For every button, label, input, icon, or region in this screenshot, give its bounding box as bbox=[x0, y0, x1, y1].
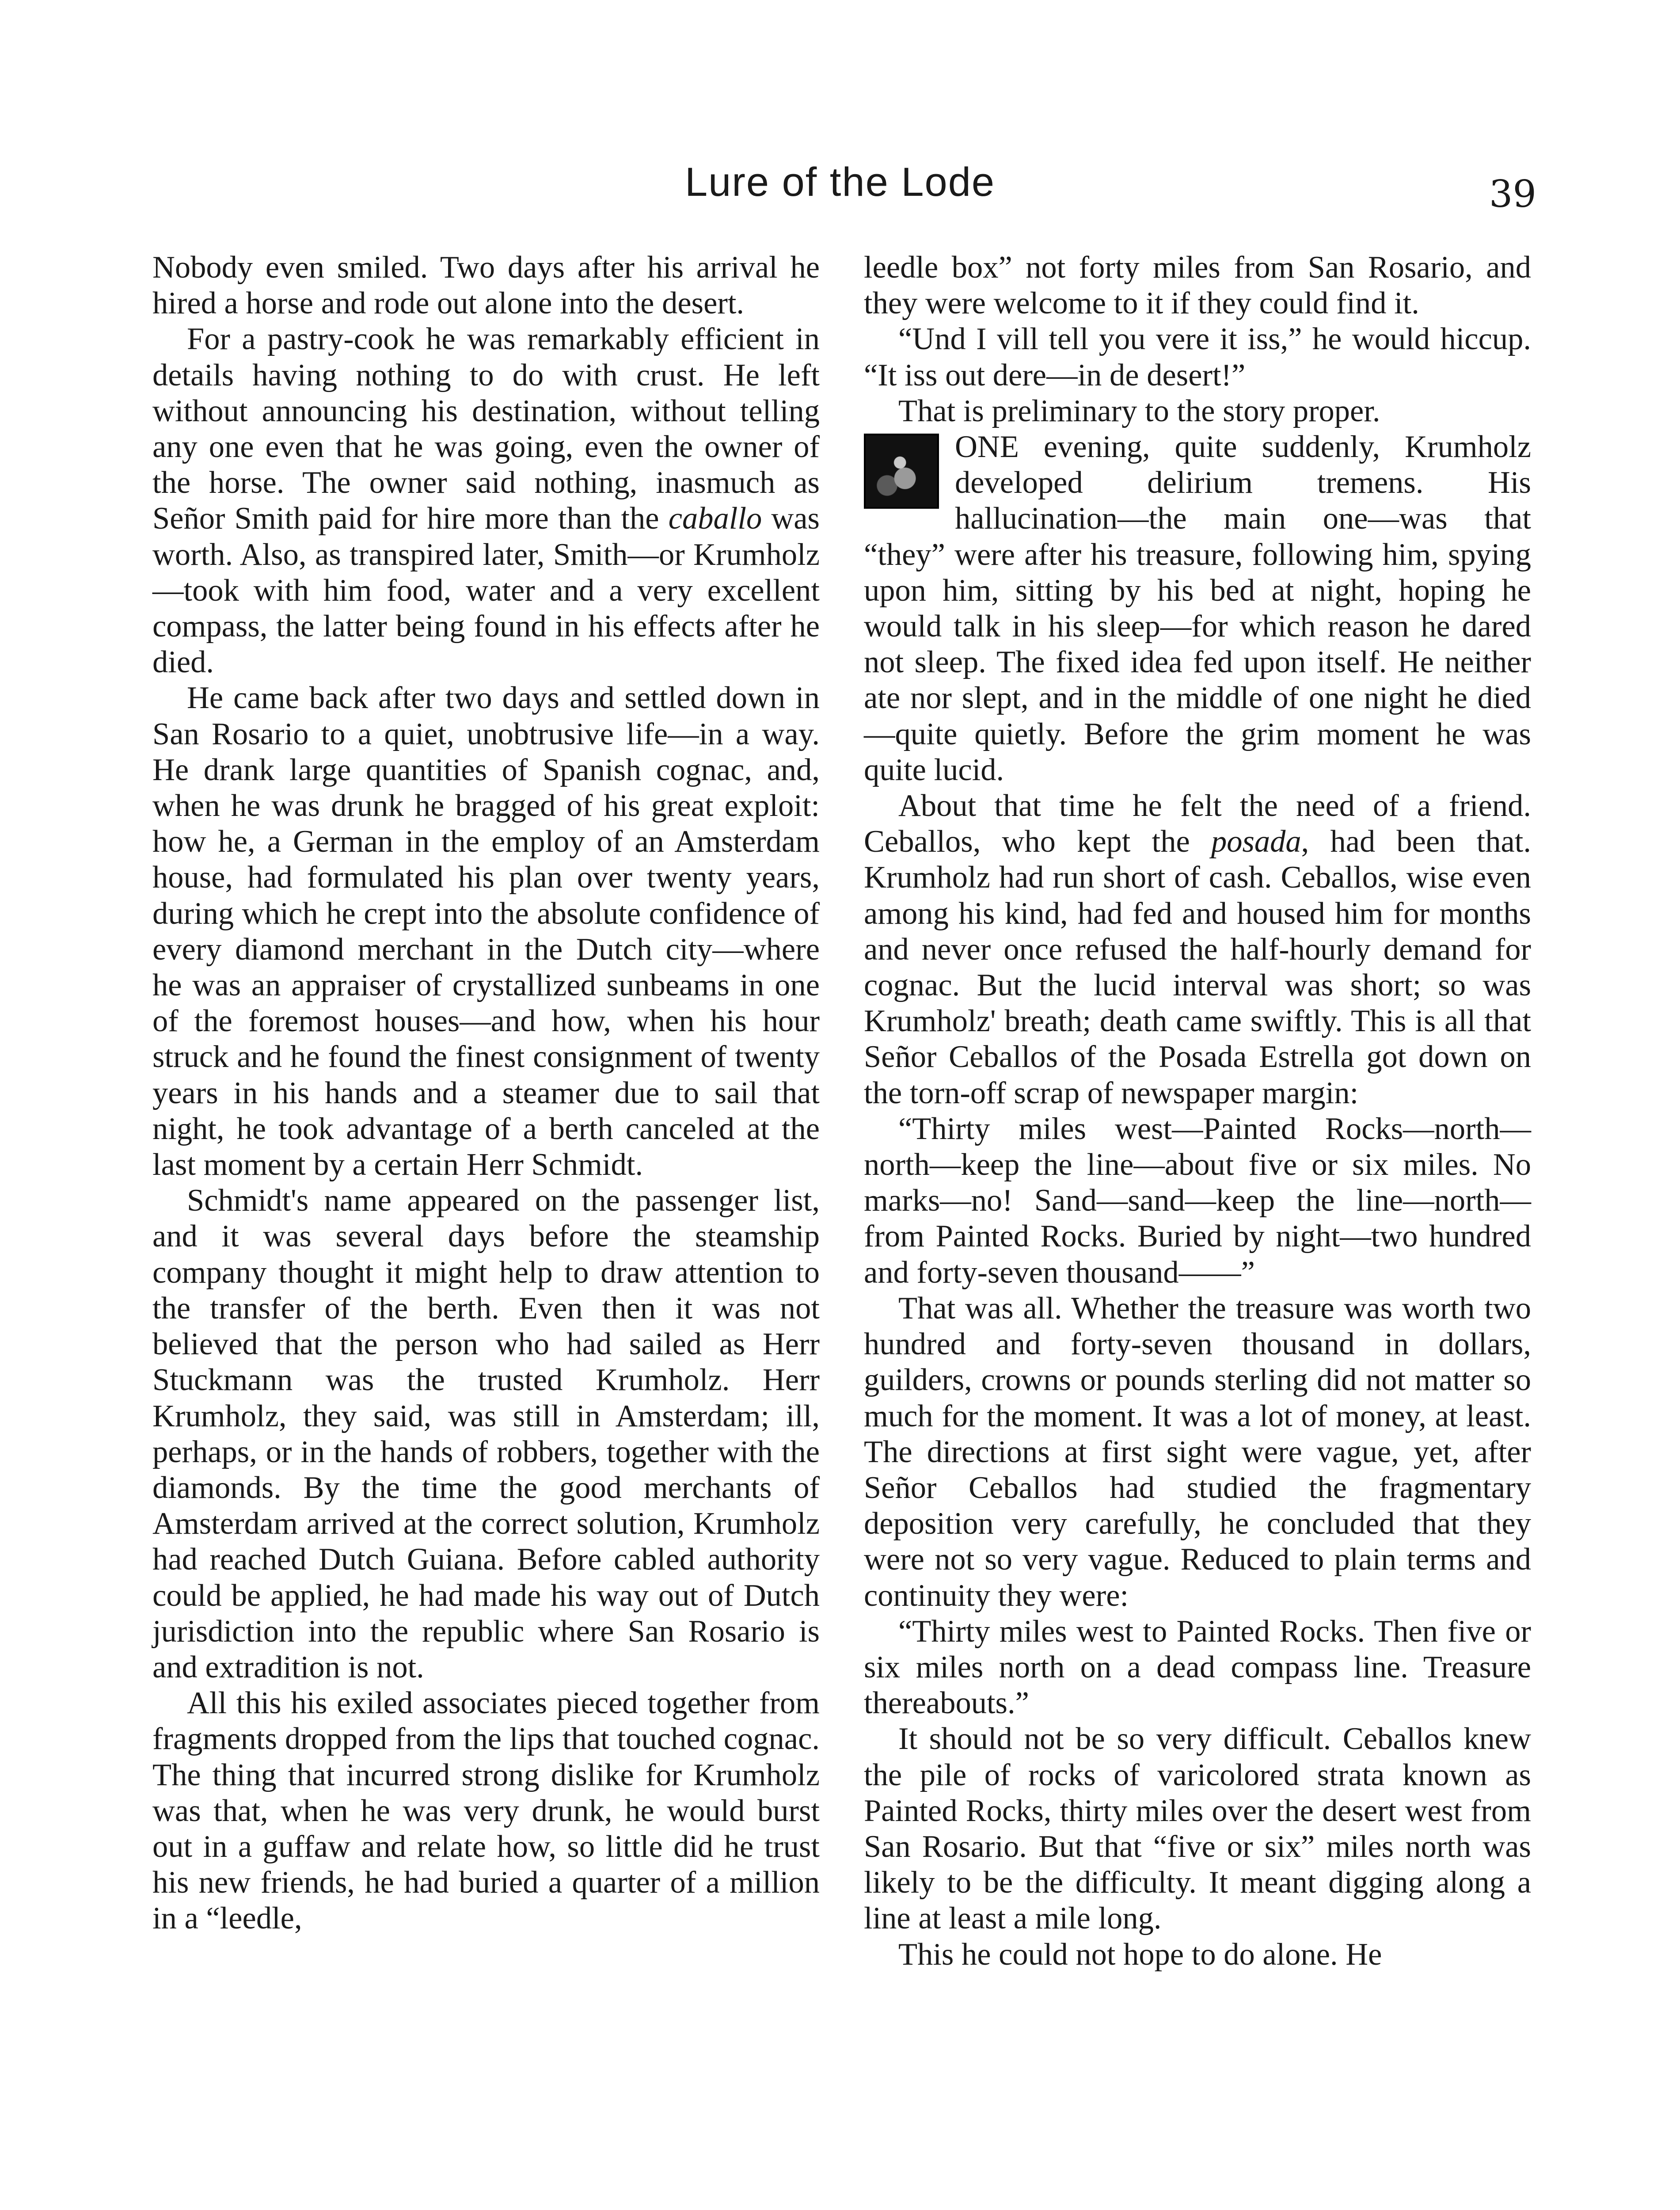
paragraph: This he could not hope to do alone. He bbox=[898, 1937, 1382, 1972]
paragraph: Nobody even smiled. Two days after his arrival he hired a horse and rode out alone into the desert. bbox=[152, 250, 820, 321]
paragraph: “Thirty miles west—Painted Rocks—north—north—keep the line—about five or six miles. No marks—no! Sand—sand—keep the line—north—from Painted Rocks. Buried by night—two hundred and forty-seven thousand——” bbox=[864, 1111, 1531, 1290]
left-column bbox=[152, 250, 820, 1937]
paragraph: All this his exiled associates pieced together from fragments dropped from the lips that touched cognac. The thing that incurred strong dislike for Krumholz was that, when he was very drunk, he would burst out in a guffaw and relate how, so little did he trust his new friends, he had buried a quarter of a million in a “leedle, bbox=[152, 1686, 820, 1936]
right-column bbox=[864, 250, 1531, 1973]
italic-word: posada bbox=[1211, 824, 1301, 859]
running-head-title: Lure of the Lode bbox=[684, 160, 996, 205]
paragraph bbox=[864, 788, 1531, 1111]
section-opening bbox=[864, 429, 1531, 788]
text-run: About that time he felt the need of a friend. Ceballos, who kept the bbox=[864, 789, 1531, 859]
paragraph: That was all. Whether the treasure was worth two hundred and forty-seven thousand in dollars, guilders, crowns or pounds sterling did not matter so much for the moment. It was a lot of money, at least. The directions at first sight were vague, yet, after Señor Ceballos had studied the fragmentary deposition very carefully, he concluded that they were not so very vague. Reduced to plain terms and continuity they were: bbox=[864, 1291, 1531, 1613]
paragraph: He came back after two days and settled down in San Rosario to a quiet, unobtrusive life—in a way. He drank large quantities of Spanish cognac, and, when he was drunk he bragged of his great exploit: how he, a German in the employ of an Amsterdam house, had formulated his plan over twenty years, during which he crept into the absolute confidence of every diamond merchant in the Dutch city—where he was an appraiser of crystallized sunbeams in one of the foremost houses—and how, when his hour struck and he found the finest consignment of twenty years in his hands and a steamer due to sail that night, he took advantage of a berth canceled at the last moment by a certain Herr Schmidt. bbox=[152, 681, 820, 1182]
text-run: , had been that. Krumholz had run short of cash. Ceballos, wise even among his kind, had fed and housed him for months and never once refused the half-hourly demand for cognac. But the lucid interval was short; so was Krumholz' breath; death came swiftly. This is all that Señor Ceballos of the Posada Estrella got down on the torn-off scrap of newspaper margin: bbox=[864, 824, 1531, 1110]
decorative-initial-illustration-icon bbox=[864, 434, 939, 509]
paragraph: It should not be so very difficult. Ceballos knew the pile of rocks of varicolored strata known as Painted Rocks, thirty miles over the desert west from San Rosario. But that “five or six” miles north was likely to be the difficulty. It meant digging along a line at least a mile long. bbox=[864, 1722, 1531, 1936]
paragraph: Schmidt's name appeared on the passenger list, and it was several days before the steamship company thought it might help to draw attention to the transfer of the berth. Even then it was not believed that the person who had sailed as Herr Stuckmann was the trusted Krumholz. Herr Krumholz, they said, was still in Amsterdam; ill, perhaps, or in the hands of robbers, together with the diamonds. By the time the good merchants of Amsterdam arrived at the correct solution, Krumholz had reached Dutch Guiana. Before cabled authority could be applied, he had made his way out of Dutch jurisdiction into the republic where San Rosario is and extradition is not. bbox=[152, 1183, 820, 1684]
paragraph: That is preliminary to the story proper. bbox=[898, 393, 1380, 428]
paragraph: “Und I vill tell you vere it iss,” he would hiccup. “It iss out dere—in de desert!” bbox=[864, 322, 1531, 392]
paragraph: “Thirty miles west to Painted Rocks. Then five or six miles north on a dead compass line. Treasure thereabouts.” bbox=[864, 1614, 1531, 1721]
text-run: was worth. Also, as transpired later, Smith—or Krumholz—took with him food, water and a very excellent compass, the latter being found in his effects after he died. bbox=[152, 501, 820, 680]
text-run: For a pastry-cook he was remarkably efficient in details having nothing to do with crust. He left without announcing his destination, without telling any one even that he was going, even the owner of the horse. The owner said nothing, inasmuch as Señor Smith paid for hire more than the bbox=[152, 322, 820, 536]
paragraph bbox=[152, 321, 820, 680]
paragraph: leedle box” not forty miles from San Rosario, and they were welcome to it if they could find it. bbox=[864, 250, 1531, 321]
page-number: 39 bbox=[1489, 172, 1536, 216]
paragraph: ONE evening, quite suddenly, Krumholz developed delirium tremens. His hallucination—the main one—was that “they” were after his treasure, following him, spying upon him, sitting by his bed at night, hoping he would talk in his sleep—for which reason he dared not sleep. The fixed idea fed upon itself. He neither ate nor slept, and in the middle of one night he died—quite quietly. Before the grim moment he was quite lucid. bbox=[864, 430, 1531, 787]
italic-word: caballo bbox=[668, 501, 762, 536]
